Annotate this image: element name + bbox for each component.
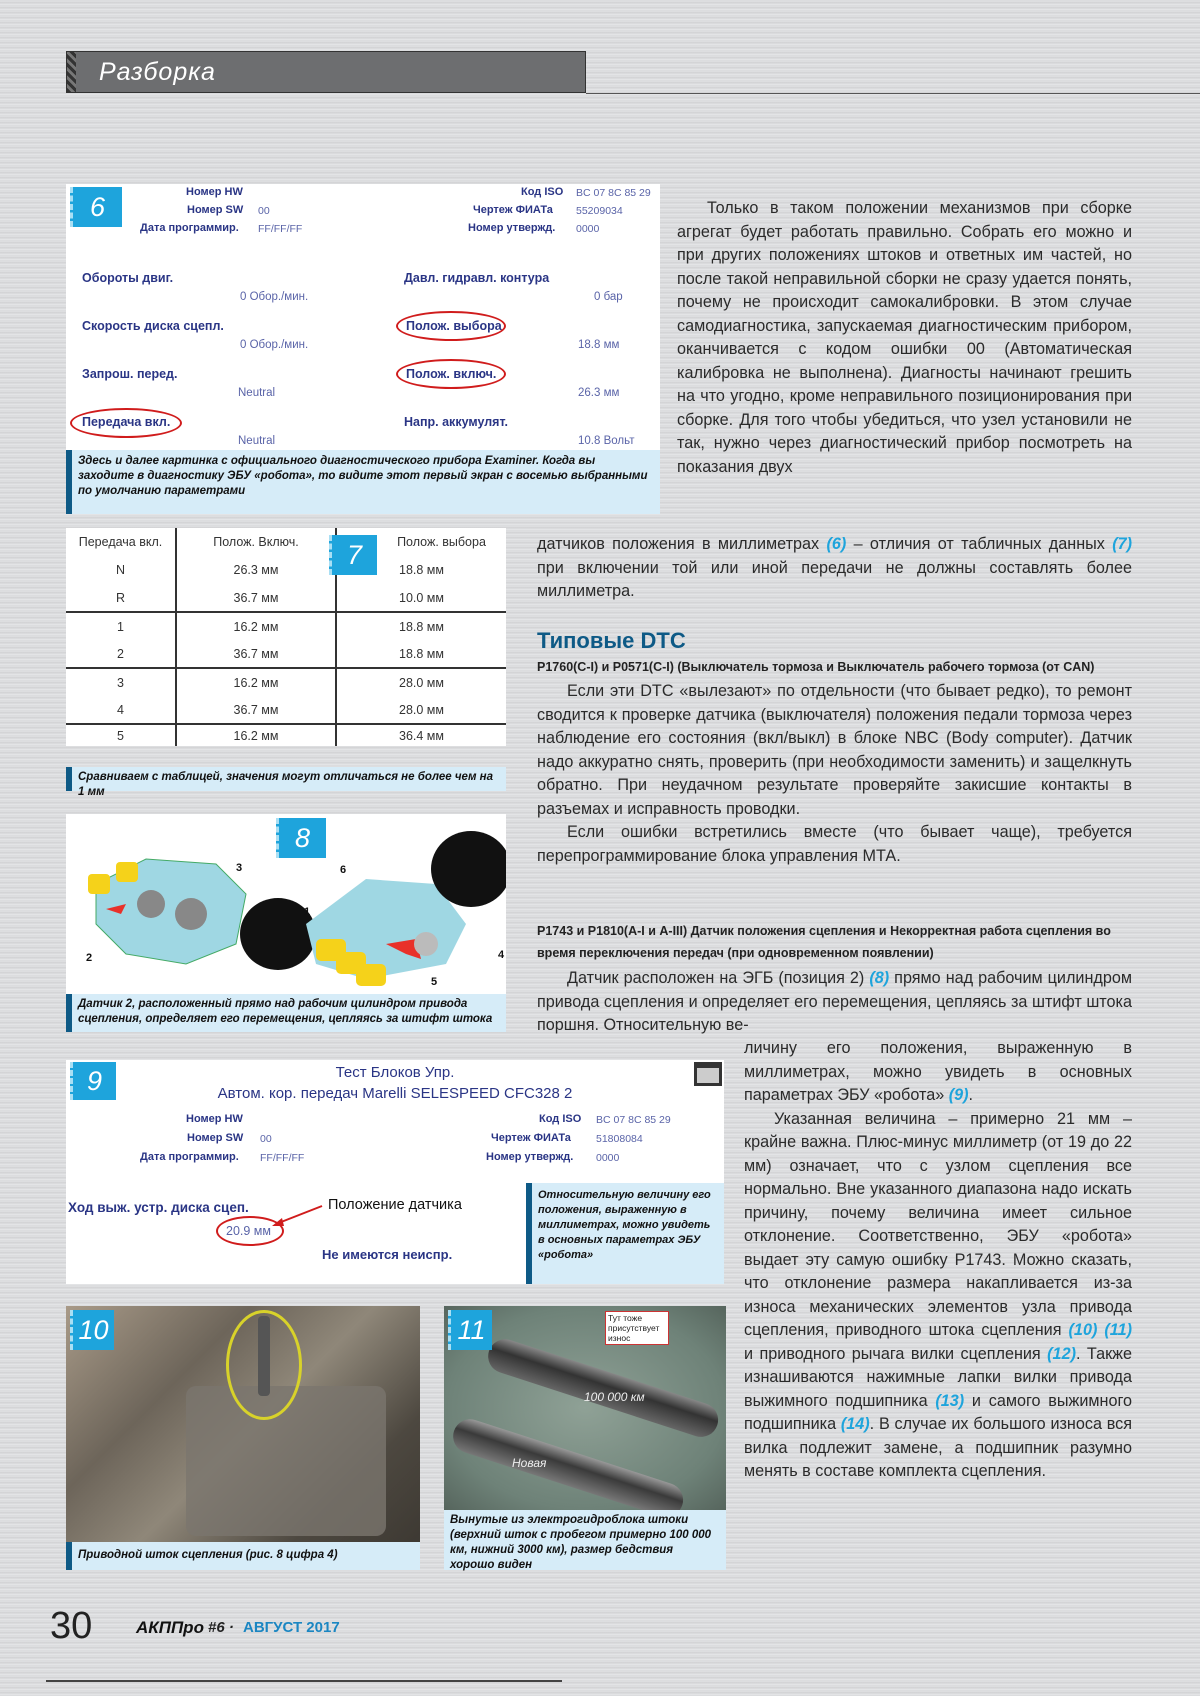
table-row (66, 724, 506, 746)
section-header (66, 51, 586, 93)
figure-badge: 10 (70, 1310, 114, 1350)
new-rod (449, 1415, 688, 1510)
param-value: Neutral (238, 387, 276, 399)
figure-8-egb-drawing (66, 814, 506, 994)
param-value: 20.9 мм (226, 1224, 271, 1238)
article-paragraph-2 (537, 680, 1132, 868)
cell: 36.7 мм (176, 640, 336, 668)
text-run: . В случае их большого износа вся вилка подлежит замене, а подшипник разумно менять в составе комплекта сцепления. (744, 1415, 1133, 1480)
highlight-oval (70, 408, 182, 438)
dtc-subheading-2: P1743 и P1810(A-I и A-III) Датчик положения сцепления и Некорректная работа сцепления во время переключения передач (при одновременном появлении) (537, 924, 1111, 960)
window-restore-icon[interactable] (694, 1062, 722, 1086)
text-run: прямо над рабочим цилиндром привода сцепления и определяет его перемещения, цепляясь за штифт штока поршня. Относительную ве- (537, 969, 1132, 1034)
date-value: FF/FF/FF (260, 1152, 305, 1164)
figure-10-caption: Приводной шток сцепления (рис. 8 цифра 4) (66, 1542, 420, 1570)
fiat-value: 55209034 (576, 205, 623, 217)
article-paragraph-4-continued (744, 1037, 1132, 1484)
callout-1: 1 (304, 906, 311, 918)
figure-ref-6[interactable]: (6) (826, 535, 847, 553)
section-title: Разборка (99, 58, 216, 86)
highlight-ellipse (226, 1310, 302, 1420)
text-run: – отличия от табличных данных (846, 535, 1113, 553)
article-paragraph-4 (537, 967, 1132, 1038)
param-label: Скорость диска сцепл. (82, 319, 224, 333)
cell: R (66, 584, 176, 612)
iso-value: BC 07 8C 85 29 (576, 187, 651, 199)
sw-value: 00 (260, 1133, 272, 1145)
iso-value: BC 07 8C 85 29 (596, 1114, 671, 1126)
date-value: FF/FF/FF (258, 223, 303, 235)
figure-6-caption: Здесь и далее картинка с официального диагностического прибора Examiner. Когда вы заходите в диагностику ЭБУ «робота», то видите этот первый экран с восемью выбранными по умолчанию параметрами (66, 450, 660, 514)
paragraph-text: Если ошибки встретились вместе (что бывает чаще), требуется перепрограммирование блока управления МТА. (537, 823, 1132, 865)
figure-ref-12[interactable]: (12) (1047, 1344, 1076, 1363)
bottom-rule (46, 1680, 562, 1682)
approval-label: Номер утвержд. (468, 222, 556, 234)
figure-11-caption: Вынутые из электрогидроблока штоки (верхний шток с пробегом примерно 100 000 км, нижний 3000 км), размер бедствия хорошо виден (444, 1510, 726, 1570)
param-label: Обороты двиг. (82, 271, 174, 285)
cell: 1 (66, 612, 176, 640)
table-header-row (66, 528, 506, 556)
figure-8-caption: Датчик 2, расположенный прямо над рабочим цилиндром привода сцепления, определяет его перемещения, цепляясь за штифт штока (66, 994, 506, 1032)
param-label: Передача вкл. (82, 415, 171, 429)
figure-ref-9[interactable]: (9) (948, 1086, 969, 1104)
issue-number: #6 · (208, 1619, 234, 1636)
article-paragraph-1 (677, 197, 1132, 479)
figure-7-gear-table (66, 528, 506, 746)
text-run: и приводного рычага вилки сцепления (744, 1344, 1048, 1363)
top-rule (586, 93, 1200, 94)
figure-badge: 6 (70, 187, 122, 227)
fiat-value: 51808084 (596, 1133, 643, 1145)
date-label: Дата программир. (140, 1151, 239, 1163)
cell: 4 (66, 696, 176, 724)
figure-10-photo (66, 1306, 420, 1570)
fiat-label: Чертеж ФИАТа (491, 1132, 571, 1144)
table-row (66, 640, 506, 668)
screen-title: Тест Блоков Упр. (335, 1064, 455, 1081)
cell: 16.2 мм (176, 668, 336, 696)
param-label: Напр. аккумулят. (404, 415, 508, 429)
figure-9-caption: Относительную величину его положения, выраженную в миллиметрах, можно увидеть в основных параметрах ЭБУ «робота» (526, 1183, 724, 1284)
figure-ref-11[interactable]: (11) (1104, 1321, 1133, 1339)
callout-4: 4 (498, 949, 505, 961)
footer (50, 1605, 610, 1645)
header-cell: Передача вкл. (66, 528, 176, 556)
label-old-rod: 100 000 км (584, 1390, 645, 1404)
callout-2: 2 (86, 952, 93, 964)
param-label: Полож. выбора (406, 319, 502, 333)
param-label: Запрош. перед. (82, 367, 178, 381)
param-value: 10.8 Вольт (578, 435, 635, 447)
fault-status: Не имеются неиспр. (322, 1247, 453, 1262)
callout-3: 3 (236, 862, 243, 874)
paragraph-text: Только в таком положении механизмов при сборке агрегат будет работать правильно. Собрать его можно и при других положениях штоков и ответных им частей, но после такой неправильной сборки не сразу удается понять, почему не происходит самокалибровки. В этом случае самодиагностика, запускаемая диагностическим прибором, оканчивается с кодом ошибки 00 (Автоматическая калибровка не выполнена). Диагносты начинают грешить на что угодно, кроме неправильного позиционирования при сборке. Для того чтобы убедиться, что узел установили не так, нужно через диагностический прибор посмотреть на показания двух (677, 199, 1132, 476)
figure-11-photo (444, 1306, 726, 1510)
worn-rod (484, 1335, 723, 1442)
table-row (66, 668, 506, 696)
cell: 26.3 мм (176, 556, 336, 584)
figure-7-caption: Сравниваем с таблицей, значения могут отличаться не более чем на 1 мм (66, 767, 506, 791)
cell: 16.2 мм (176, 612, 336, 640)
hydraulic-unit-illustration (66, 814, 506, 994)
approval-value: 0000 (576, 223, 600, 235)
text-run: Указанная величина – примерно 21 мм – крайне важна. Плюс-минус миллиметр (от 19 до 22 мм) означает, что с узлом сцепления все нормально. Вне указанного диапазона надо искать причину, почему величина имеет сильное отклонение. Соответственно, ЭБУ «робота» выдает эту самую ошибку P1743. Можно сказать, что отклонение размера накапливается из-за износа механических элементов узла привода сцепления, приводного штока сцепления (744, 1109, 1132, 1339)
text-run: . Также изнашиваются нажимные лапки вилки привода выжимного подшипника (744, 1344, 1133, 1410)
highlight-oval (396, 311, 506, 341)
param-label: Давл. гидравл. контура (404, 271, 550, 285)
table-row (66, 556, 506, 584)
sensor-annotation: Положение датчика (328, 1197, 462, 1213)
figure-ref-14[interactable]: (14) (840, 1415, 870, 1433)
cell: 5 (66, 724, 176, 746)
article-paragraph-1-continued (537, 533, 1132, 604)
header-cell: Полож. Включ. (176, 528, 336, 556)
text-run: и самого выжимного подшипника (744, 1391, 1132, 1433)
figure-ref-8[interactable]: (8) (869, 969, 890, 987)
param-value: 26.3 мм (578, 387, 620, 399)
cell: 36.7 мм (176, 696, 336, 724)
hw-label: Номер HW (186, 186, 243, 198)
hatch-decoration (67, 52, 76, 92)
cell: 10.0 мм (399, 590, 444, 605)
text-run: датчиков положения в миллиметрах (537, 535, 827, 553)
text-run: личину его положения, выраженную в миллиметрах, можно увидеть в основных параметрах ЭБУ «робота» (744, 1039, 1132, 1104)
header-cell: Полож. выбора (397, 535, 486, 549)
text-run: при включении той или иной передачи не должны составлять более миллиметра. (537, 558, 1132, 600)
figure-ref-7[interactable]: (7) (1112, 535, 1132, 553)
hw-label: Номер HW (186, 1113, 243, 1125)
figure-badge: 9 (70, 1062, 116, 1100)
screen-subtitle: Автом. кор. передач Marelli SELESPEED CFC328 2 (217, 1085, 573, 1102)
table-row (66, 696, 506, 724)
issue-date: АВГУСТ 2017 (243, 1619, 340, 1636)
figure-7-badge: 7 (329, 535, 377, 575)
callout-5: 5 (431, 976, 438, 988)
fiat-label: Чертеж ФИАТа (473, 204, 553, 216)
iso-label: Код ISO (521, 186, 564, 198)
figure-badge: 11 (448, 1310, 492, 1350)
callout-6: 6 (340, 864, 347, 876)
cell: 36.7 мм (176, 584, 336, 612)
date-label: Дата программир. (140, 222, 239, 234)
sw-value: 00 (258, 205, 270, 217)
cell: N (66, 556, 176, 584)
dtc-subheading-1: P1760(C-I) и P0571(C-I) (Выключатель тормоза и Выключатель рабочего тормоза (от CAN) (537, 660, 1095, 674)
param-value: 0 Обор./мин. (240, 291, 309, 303)
cell: 16.2 мм (176, 724, 336, 746)
label-new-rod: Новая (512, 1456, 547, 1470)
figure-ref-10[interactable]: (10) (1068, 1321, 1098, 1339)
param-value: 18.8 мм (578, 339, 620, 351)
text-run: . (968, 1086, 974, 1104)
iso-label: Код ISO (539, 1113, 582, 1125)
cell: 36.4 мм (399, 728, 444, 743)
wear-note: Тут тоже присутствует износ (605, 1311, 669, 1345)
param-label: Ход выж. устр. диска сцеп. (68, 1200, 249, 1215)
cell: 28.0 мм (399, 702, 444, 717)
cell: 2 (66, 640, 176, 668)
param-label: Полож. включ. (406, 367, 497, 381)
highlight-oval (396, 359, 506, 389)
table-row (66, 584, 506, 612)
paragraph-text: Если эти DTC «вылезают» по отдельности (что бывает редко), то ремонт сводится к проверке датчика (выключателя) положения педали тормоза через наблюдение его состояния (вкл/выкл) в блоке NBC (Body computer). Датчик надо аккуратно снять, проверить (при необходимости заменить) и защелкнуть обратно. При неудачном результате проверяйте закисшие контакты в разъемах и исправность проводки. (537, 682, 1132, 818)
figure-ref-13[interactable]: (13) (935, 1391, 965, 1410)
section-heading-dtc: Типовые DTC (537, 628, 686, 653)
table-row (66, 612, 506, 640)
cell: 3 (66, 668, 176, 696)
cell: 28.0 мм (399, 675, 444, 690)
text-run: Датчик расположен на ЭГБ (позиция 2) (567, 969, 870, 987)
cell: 18.8 мм (399, 619, 444, 634)
magazine-name: АКППро (136, 1618, 204, 1637)
approval-value: 0000 (596, 1152, 620, 1164)
sw-label: Номер SW (187, 1132, 244, 1144)
figure-badge: 8 (276, 818, 326, 858)
param-value: Neutral (238, 435, 276, 447)
cell: 18.8 мм (399, 563, 444, 577)
param-value: 0 Обор./мин. (240, 339, 309, 351)
sw-label: Номер SW (187, 204, 244, 216)
param-value: 0 бар (594, 291, 623, 303)
approval-label: Номер утвержд. (486, 1151, 574, 1163)
page-number: 30 (50, 1605, 93, 1647)
cell: 18.8 мм (399, 646, 444, 661)
